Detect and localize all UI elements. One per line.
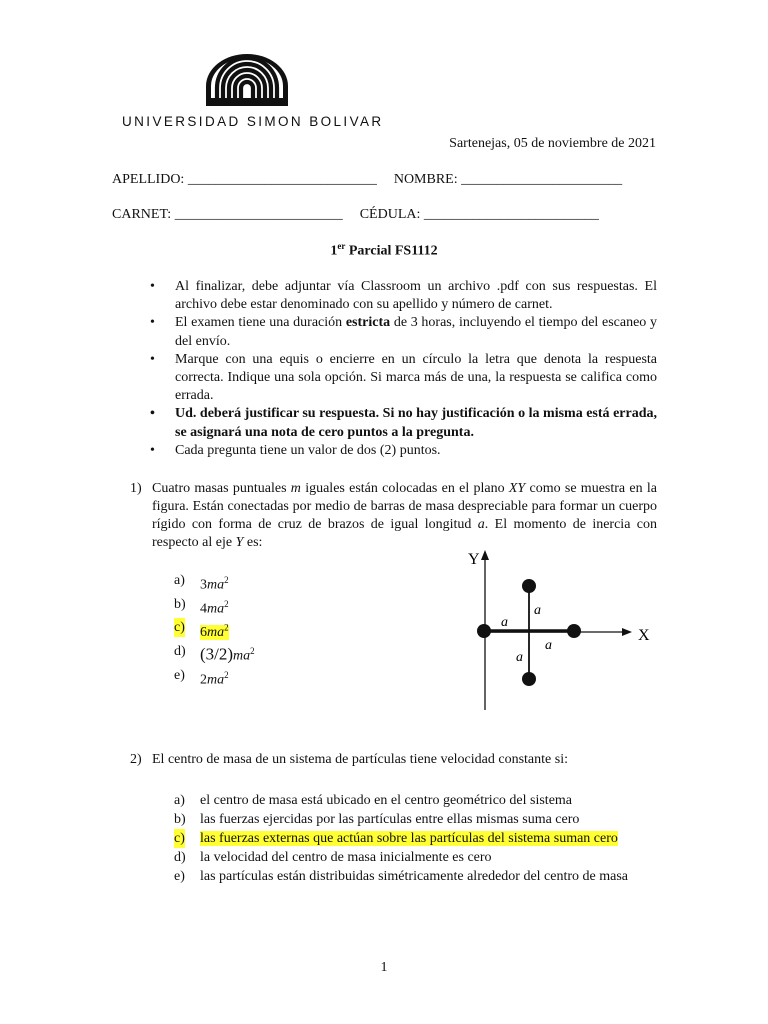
- instruction-item: • Marque con una equis o encierre en un círculo la letra que denota la respuesta correcta. Indique una sola opción. Si marca más de una, la respuesta se califica como errada.: [150, 351, 657, 404]
- bullet-icon: •: [150, 315, 155, 331]
- x-axis-arrow-icon: [622, 628, 632, 636]
- option-b[interactable]: b) las fuerzas ejercidas por las partículas entre ellas mismas suma cero: [174, 812, 580, 827]
- option-c-selected[interactable]: c) $6ma^2$: [174, 620, 229, 640]
- university-name: UNIVERSIDAD SIMON BOLIVAR: [122, 114, 384, 129]
- page-number: 1: [380, 960, 388, 975]
- option-c-selected[interactable]: c) las fuerzas externas que actúan sobre las partículas del sistema suman cero: [174, 831, 618, 846]
- option-a[interactable]: a) $3ma^2$: [174, 573, 229, 593]
- question-number: 1): [130, 481, 142, 496]
- nombre-field[interactable]: NOMBRE: _______________________: [393, 172, 623, 187]
- arm-label-top: a: [534, 603, 541, 618]
- y-axis-arrow-icon: [481, 550, 489, 560]
- apellido-line: [112, 172, 622, 188]
- instruction-item: • Al finalizar, debe adjuntar vía Classroom un archivo .pdf con sus respuestas. El archivo debe estar denominado con su apellido y número de carnet.: [150, 279, 657, 313]
- instruction-item: • El examen tiene una duración estricta de 3 horas, incluyendo el tiempo del escaneo y del envío.: [150, 315, 657, 349]
- bullet-icon: •: [150, 279, 155, 294]
- carnet-field[interactable]: CARNET: ________________________: [112, 207, 343, 222]
- mass-left: [477, 624, 491, 638]
- bullet-icon: •: [150, 351, 155, 367]
- question-number: 2): [130, 752, 142, 767]
- bullet-icon: •: [150, 406, 155, 422]
- x-axis-label: X: [638, 627, 650, 644]
- option-d[interactable]: d) $(3/2)ma^2$: [174, 643, 255, 664]
- instruction-item: • Cada pregunta tiene un valor de dos (2) puntos.: [112, 442, 657, 460]
- exam-title: 1er Parcial FS1112: [330, 241, 438, 259]
- option-e[interactable]: e) las partículas están distribuidas simétricamente alrededor del centro de masa: [174, 869, 629, 884]
- bullet-icon: •: [150, 442, 155, 458]
- arm-label-bottom: a: [516, 650, 523, 665]
- question-text: El centro de masa de un sistema de partículas tiene velocidad constante si:: [152, 752, 568, 767]
- cedula-field[interactable]: CÉDULA: _________________________: [359, 207, 599, 222]
- exam-date: Sartenejas, 05 de noviembre de 2021: [449, 136, 656, 151]
- arm-label-left: a: [501, 615, 508, 630]
- option-e[interactable]: e) $2ma^2$: [174, 667, 229, 688]
- instruction-item-bold: • Ud. deberá justificar su respuesta. Si no hay justificación o la misma está errada, se asignará una nota de cero puntos a la pregunta.: [150, 406, 657, 440]
- mass-right: [567, 624, 581, 638]
- question-2-options: [174, 791, 656, 886]
- cross-figure: [450, 540, 670, 715]
- question-text: Cuatro masas puntuales m iguales están colocadas en el plano XY como se muestra en la figura. Están conectadas por medio de barras de masa despreciable para formar un cuerpo rígido con forma de cruz de brazos de igual longitud a. El momento de inercia con respecto al eje Y es:: [152, 481, 657, 550]
- carnet-line: [112, 207, 599, 223]
- arm-label-right: a: [545, 638, 552, 653]
- question-2: [130, 751, 657, 769]
- university-logo: [122, 48, 384, 132]
- university-seal-icon: [122, 48, 374, 114]
- mass-top: [522, 579, 536, 593]
- option-b[interactable]: b) $4ma^2$: [174, 596, 229, 617]
- instructions-list: [112, 278, 657, 460]
- apellido-field[interactable]: APELLIDO: ___________________________: [112, 172, 377, 187]
- y-axis-label: Y: [468, 551, 480, 568]
- question-1-options: [174, 571, 255, 689]
- mass-bottom: [522, 672, 536, 686]
- option-a[interactable]: a) el centro de masa está ubicado en el centro geométrico del sistema: [174, 793, 573, 808]
- option-d[interactable]: d) la velocidad del centro de masa inicialmente es cero: [174, 850, 492, 865]
